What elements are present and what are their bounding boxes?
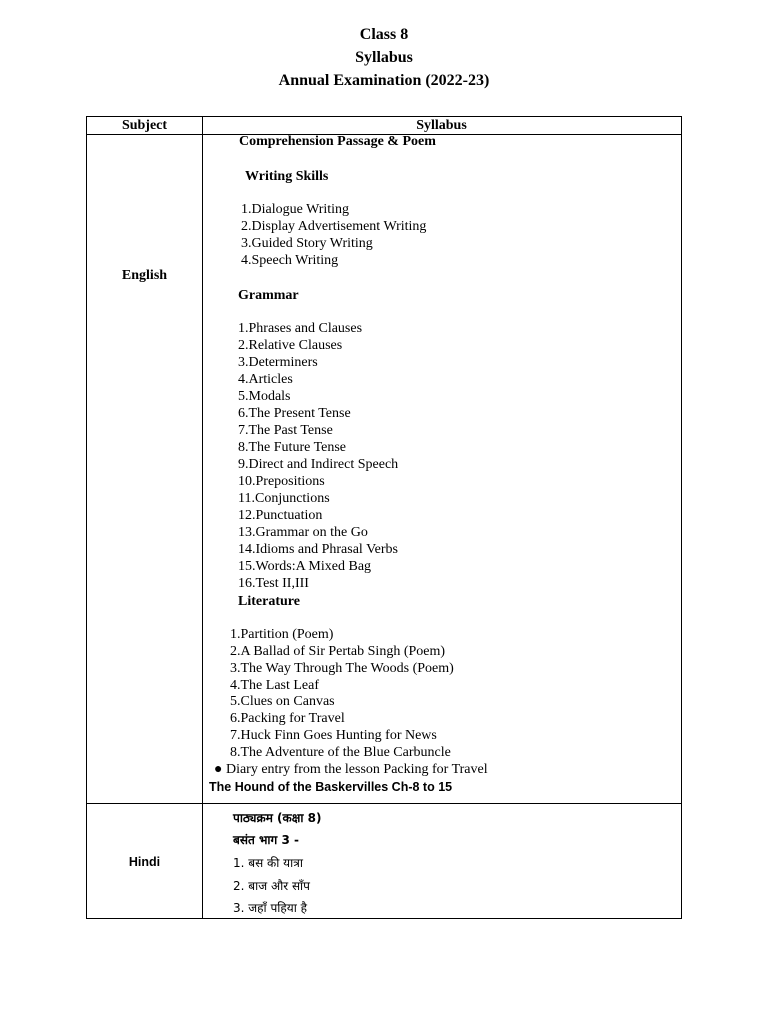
hindi-heading: पाठ्यक्रम (कक्षा 8) xyxy=(233,811,322,825)
grammar-item: 1.Phrases and Clauses xyxy=(238,321,363,336)
syllabus-table xyxy=(86,116,682,919)
hindi-item: 3. जहाँ पहिया है xyxy=(233,901,308,915)
subject-hindi: Hindi xyxy=(128,855,161,869)
grammar-item: 4.Articles xyxy=(238,372,293,387)
grammar-item: 2.Relative Clauses xyxy=(238,338,343,353)
row-divider xyxy=(87,803,681,804)
hindi-subheading: बसंत भाग 3 - xyxy=(233,833,299,847)
hindi-item: 2. बाज और साँप xyxy=(233,879,310,893)
grammar-item: 3.Determiners xyxy=(238,355,318,370)
grammar-item: 5.Modals xyxy=(238,389,291,404)
literature-item: 3.The Way Through The Woods (Poem) xyxy=(230,661,454,676)
literature-item: 5.Clues on Canvas xyxy=(230,694,335,709)
writing-item: 3.Guided Story Writing xyxy=(241,236,373,251)
writing-item: 2.Display Advertisement Writing xyxy=(241,219,427,234)
english-comprehension: Comprehension Passage & Poem xyxy=(239,134,436,149)
grammar-item: 16.Test II,III xyxy=(238,576,309,591)
grammar-item: 7.The Past Tense xyxy=(238,423,333,438)
english-grammar-heading: Grammar xyxy=(238,288,299,303)
grammar-item: 10.Prepositions xyxy=(238,474,325,489)
writing-item: 1.Dialogue Writing xyxy=(241,202,350,217)
grammar-item: 9.Direct and Indirect Speech xyxy=(238,457,399,472)
grammar-item: 13.Grammar on the Go xyxy=(238,525,368,540)
column-divider xyxy=(202,117,203,918)
literature-item: 2.A Ballad of Sir Pertab Singh (Poem) xyxy=(230,644,446,659)
hound-baskervilles: The Hound of the Baskervilles Ch-8 to 15 xyxy=(209,780,453,794)
header-subject: Subject xyxy=(121,118,168,133)
grammar-item: 6.The Present Tense xyxy=(238,406,351,421)
grammar-item: 8.The Future Tense xyxy=(238,440,347,455)
literature-item: 4.The Last Leaf xyxy=(230,678,320,693)
hindi-item: 1. बस की यात्रा xyxy=(233,856,303,870)
grammar-item: 15.Words:A Mixed Bag xyxy=(238,559,372,574)
literature-item: 1.Partition (Poem) xyxy=(230,627,334,642)
literature-item: 6.Packing for Travel xyxy=(230,711,345,726)
doc-title-exam: Annual Examination (2022-23) xyxy=(278,72,490,89)
english-writing-heading: Writing Skills xyxy=(245,169,329,184)
english-literature-heading: Literature xyxy=(238,594,300,609)
literature-item: 8.The Adventure of the Blue Carbuncle xyxy=(230,745,451,760)
grammar-item: 12.Punctuation xyxy=(238,508,323,523)
writing-item: 4.Speech Writing xyxy=(241,253,339,268)
subject-english: English xyxy=(121,268,168,283)
doc-title-class: Class 8 xyxy=(359,26,409,43)
diary-entry-bullet: ● Diary entry from the lesson Packing for Travel xyxy=(214,762,488,777)
doc-title-syllabus: Syllabus xyxy=(355,49,413,66)
literature-item: 7.Huck Finn Goes Hunting for News xyxy=(230,728,437,743)
header-syllabus: Syllabus xyxy=(416,118,467,133)
grammar-item: 11.Conjunctions xyxy=(238,491,330,506)
grammar-item: 14.Idioms and Phrasal Verbs xyxy=(238,542,398,557)
